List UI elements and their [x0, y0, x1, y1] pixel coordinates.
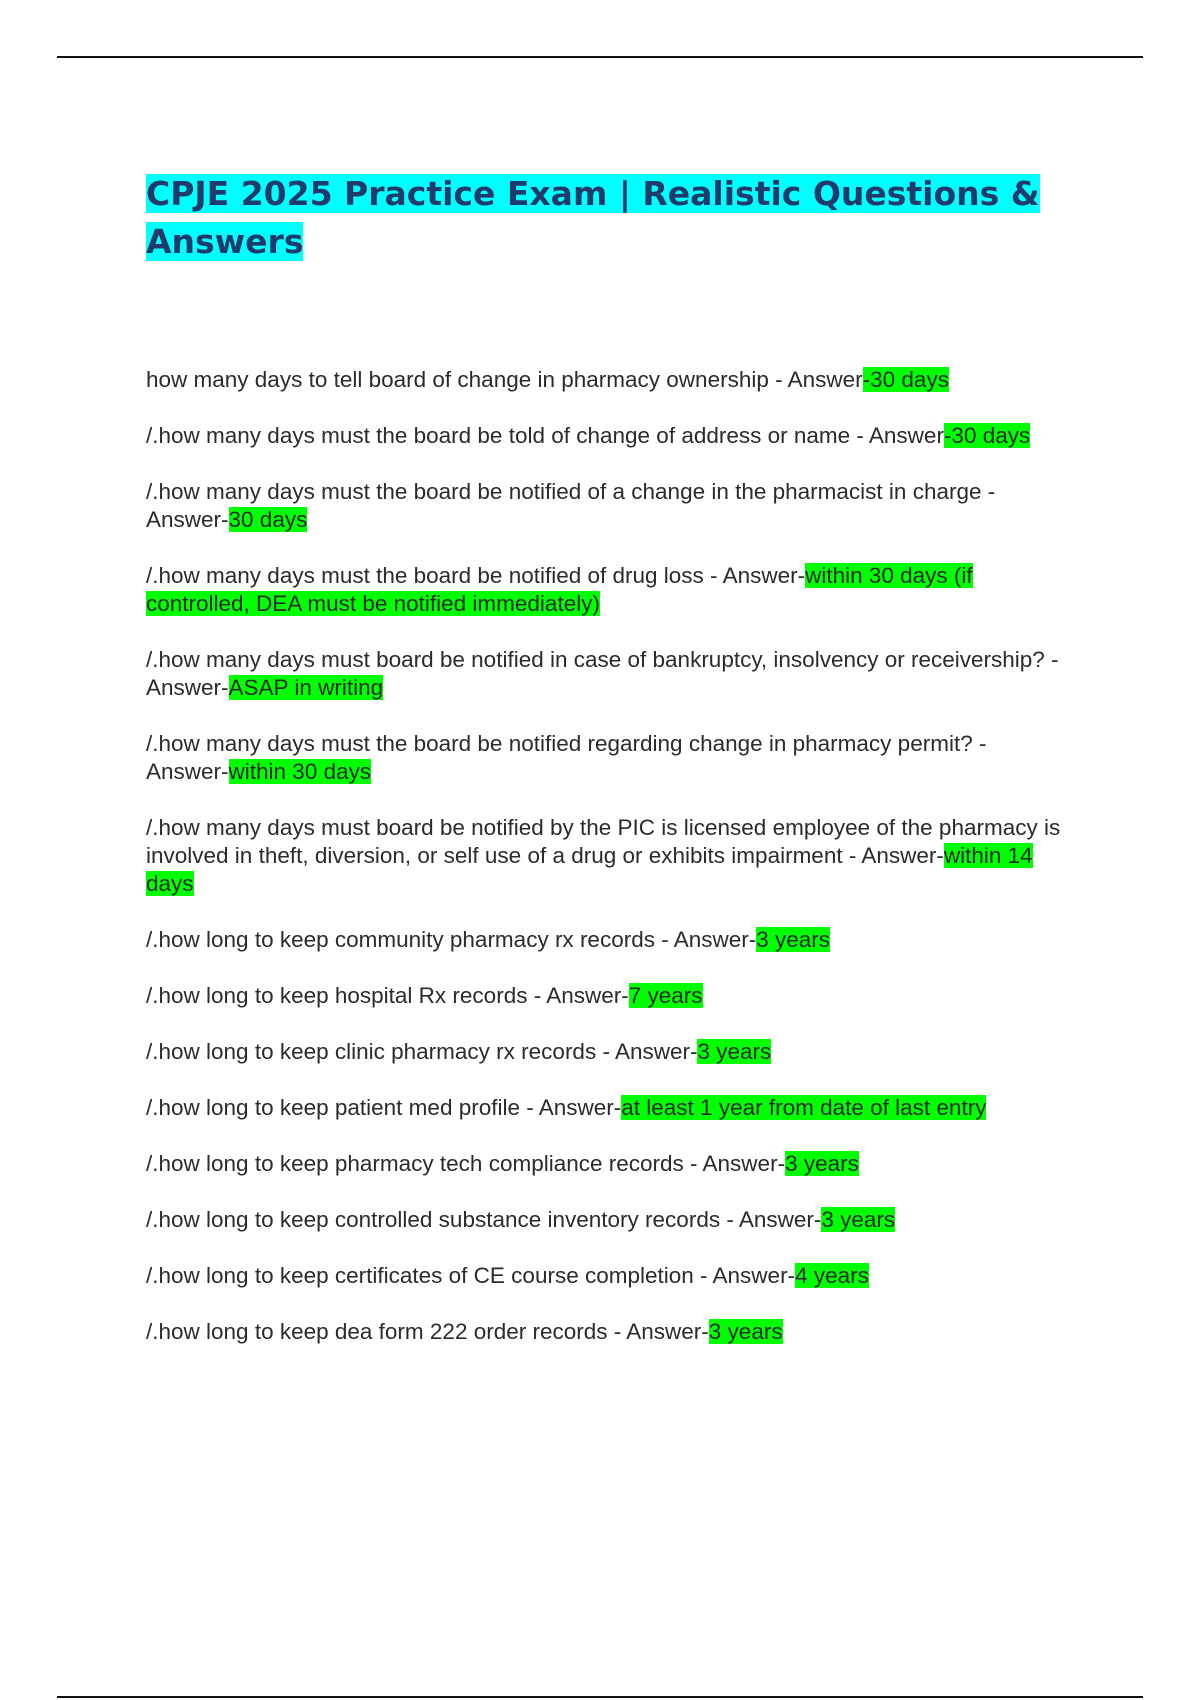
- answer-text: -30 days: [943, 423, 1031, 448]
- answer-text: at least 1 year from date of last entry: [621, 1095, 987, 1120]
- qa-item: [146, 982, 1066, 1010]
- question-text: /.how long to keep pharmacy tech compliance records - Answer-: [146, 1151, 786, 1176]
- question-text: /.how long to keep hospital Rx records - Answer-: [146, 983, 629, 1008]
- qa-item: [146, 730, 1066, 786]
- answer-text: 30 days: [228, 507, 308, 532]
- question-text: /.how long to keep clinic pharmacy rx records - Answer-: [146, 1039, 698, 1064]
- document-body: [146, 170, 1066, 1374]
- question-text: /.how long to keep community pharmacy rx records - Answer-: [146, 927, 757, 952]
- qa-item: [146, 926, 1066, 954]
- qa-item: [146, 1150, 1066, 1178]
- question-text: how many days to tell board of change in pharmacy ownership - Answer: [146, 367, 863, 392]
- qa-item: [146, 646, 1066, 702]
- qa-item: [146, 1318, 1066, 1346]
- answer-text: within 30 days: [228, 759, 372, 784]
- answer-text: 3 years: [697, 1039, 772, 1064]
- qa-list: [146, 366, 1066, 1346]
- answer-text: within 14 days: [146, 843, 1033, 896]
- document-title: [146, 170, 1066, 266]
- qa-item: [146, 1094, 1066, 1122]
- qa-item: [146, 1038, 1066, 1066]
- question-text: /.how long to keep dea form 222 order records - Answer-: [146, 1319, 709, 1344]
- question-text: /.how long to keep patient med profile - Answer-: [146, 1095, 622, 1120]
- qa-item: [146, 814, 1066, 898]
- question-text: /.how long to keep certificates of CE course completion - Answer-: [146, 1263, 796, 1288]
- question-text: /.how long to keep controlled substance inventory records - Answer-: [146, 1207, 822, 1232]
- answer-text: -30 days: [862, 367, 949, 392]
- answer-text: ASAP in writing: [228, 675, 384, 700]
- answer-text: 7 years: [628, 983, 703, 1008]
- question-text: /.how many days must board be notified by the PIC is licensed employee of the pharmacy is involved in theft, diversion, or self use of a drug or exhibits impairment - Answer-: [146, 815, 1061, 868]
- question-text: /.how many days must the board be notified of drug loss - Answer-: [146, 563, 806, 588]
- question-text: /.how many days must the board be notified of a change in the pharmacist in charge - Answer-: [146, 479, 996, 532]
- document-title-text: CPJE 2025 Practice Exam | Realistic Questions & Answers: [146, 174, 1040, 261]
- bottom-divider: [57, 1696, 1143, 1698]
- answer-text: 4 years: [795, 1263, 869, 1288]
- question-text: /.how many days must board be notified in case of bankruptcy, insolvency or receivership? - Answer-: [146, 647, 1059, 700]
- qa-item: [146, 478, 1066, 534]
- answer-text: 3 years: [821, 1207, 896, 1232]
- question-text: /.how many days must the board be told of change of address or name - Answer: [146, 423, 944, 448]
- qa-item: [146, 422, 1066, 450]
- qa-item: [146, 1262, 1066, 1290]
- qa-item: [146, 562, 1066, 618]
- top-divider: [57, 56, 1143, 58]
- answer-text: within 30 days (if controlled, DEA must be notified immediately): [146, 563, 973, 616]
- answer-text: 3 years: [785, 1151, 859, 1176]
- qa-item: [146, 1206, 1066, 1234]
- qa-item: [146, 366, 1066, 394]
- question-text: /.how many days must the board be notified regarding change in pharmacy permit? - Answer-: [146, 731, 987, 784]
- answer-text: 3 years: [708, 1319, 783, 1344]
- answer-text: 3 years: [756, 927, 831, 952]
